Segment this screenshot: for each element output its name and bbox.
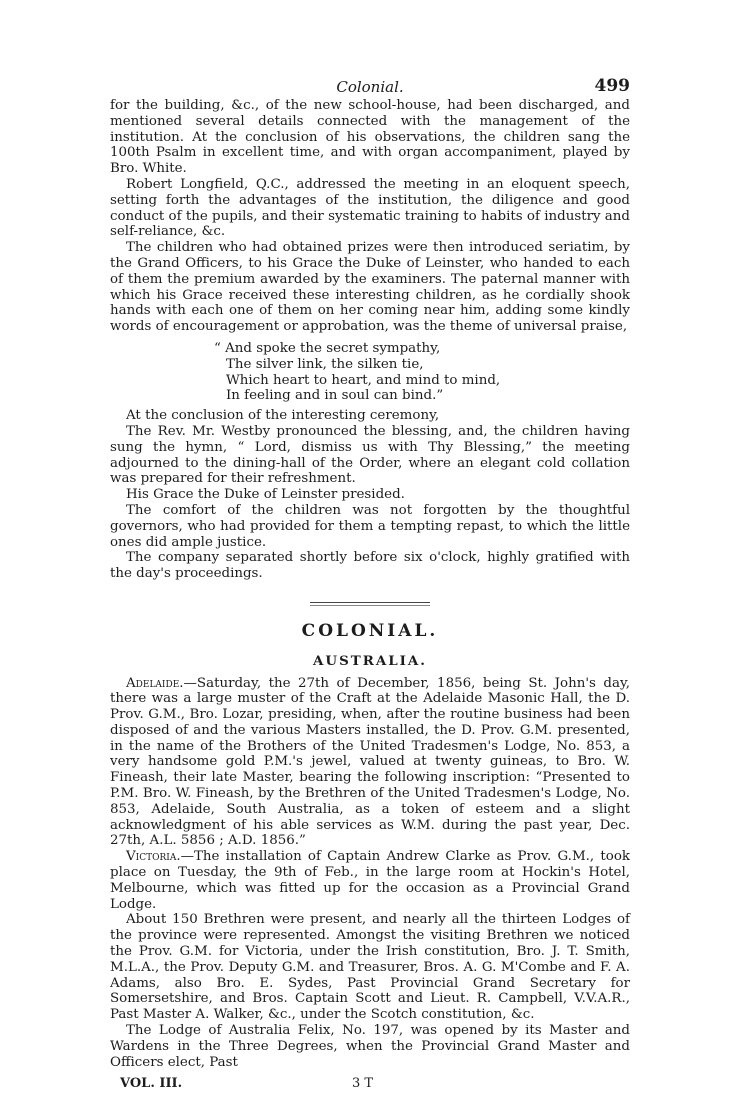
paragraph-lead: Victoria. [126, 849, 181, 865]
paragraph-text: —Saturday, the 27th of December, 1856, being St. John's day, there was a large muster of the Craft at the Adelaide Masonic Hall, the D. Prov. G.M., Bro. Lozar, presiding, when, after the routine business had been disposed of and the various Masters installed, the D. Prov. G.M. presented, in the name of the Brothers of the United Tradesmen's Lodge, No. 853, a very handsome gold P.M.'s jewel, valued at twenty guineas, to Bro. W. Fineash, their late Master, bearing the following inscription: “Presented to P.M. Bro. W. Fineash, by the Brethren of the United Tradesmen's Lodge, No. 853, Adelaide, South Australia, as a token of esteem and a slight acknowledgment of his able services as W.M. during the past year, Dec. 27th, A.L. 5856 ; A.D. 1856.” [110, 675, 630, 849]
verse-line: The silver link, the silken tie, [226, 356, 424, 372]
verse-quote [214, 341, 630, 404]
paragraph: At the conclusion of the interesting ceremony, [126, 408, 440, 424]
paragraph: The Rev. Mr. Westby pronounced the blessing, and, the children having sung the hymn, “ Lord, dismiss us with Thy Blessing,” the meeting adjourned to the dining-hall of the Order, where an elegant cold collation was prepared for their refreshment. [110, 423, 630, 487]
running-title: Colonial. [336, 78, 404, 96]
section-divider [310, 602, 430, 606]
paragraph: for the building, &c., of the new school-house, had been discharged, and mentioned several details connected with the management of the institution. At the conclusion of his observations, the children sang the 100th Psalm in excellent time, and with organ accompaniment, played by Bro. White. [110, 98, 630, 177]
paragraph-victoria [110, 849, 630, 912]
article-body [110, 98, 630, 1070]
page-number: 499 [594, 76, 630, 96]
sub-heading: AUSTRALIA. [313, 652, 427, 669]
running-head [110, 72, 630, 98]
signature-mark: 3 T [352, 1076, 374, 1091]
page [110, 72, 630, 1070]
paragraph: The children who had obtained prizes were then introduced seriatim, by the Grand Officers, to his Grace the Duke of Leinster, who handed to each of them the premium awarded by the examiners. The paternal manner with which his Grace received these interesting children, as he cordially shook hands with each one of them on her coming near him, adding some kindly words of encouragement or approbation, was the theme of universal praise, [110, 240, 630, 335]
paragraph: The company separated shortly before six o'clock, highly gratified with the day's proceedings. [110, 550, 630, 582]
paragraph-text: —The installation of Captain Andrew Clarke as Prov. G.M., took place on Tuesday, the 9th of Feb., in the large room at Hockin's Hotel, Melbourne, which was fitted up for the occasion as a Provincial Grand Lodge. [110, 849, 630, 912]
paragraph: The comfort of the children was not forgotten by the thoughtful governors, who had provided for them a tempting repast, to which the little ones did ample justice. [110, 502, 630, 550]
verse-line: “ And spoke the secret sympathy, [214, 340, 441, 356]
paragraph: About 150 Brethren were present, and nearly all the thirteen Lodges of the province were represented. Amongst the visiting Brethren we noticed the Prov. G.M. for Victoria, under the Irish constitution, Bro. J. T. Smith, M.L.A., the Prov. Deputy G.M. and Treasurer, Bros. A. G. M'Combe and F. A. Adams, also Bro. E. Sydes, Past Provincial Grand Secretary for Somersetshire, and Bros. Captain Scott and Lieut. R. Campbell, V.V.A.R., Past Master A. Walker, &c., under the Scotch constitution, &c. [110, 912, 630, 1023]
section-heading: COLONIAL. [301, 620, 439, 641]
verse-line: Which heart to heart, and mind to mind, [226, 372, 501, 388]
paragraph: Robert Longfield, Q.C., addressed the meeting in an eloquent speech, setting forth the advantages of the institution, the diligence and good conduct of the pupils, and their systematic training to habits of industry and self-reliance, &c. [110, 176, 630, 240]
volume-label: VOL. III. [120, 1076, 183, 1091]
paragraph-adelaide [110, 676, 630, 850]
paragraph: His Grace the Duke of Leinster presided. [126, 487, 405, 503]
paragraph: The Lodge of Australia Felix, No. 197, was opened by its Master and Wardens in the Three Degrees, when the Provincial Grand Master and Officers elect, Past [110, 1023, 630, 1070]
verse-line: In feeling and in soul can bind.” [226, 388, 444, 404]
paragraph-lead: Adelaide. [126, 675, 184, 691]
